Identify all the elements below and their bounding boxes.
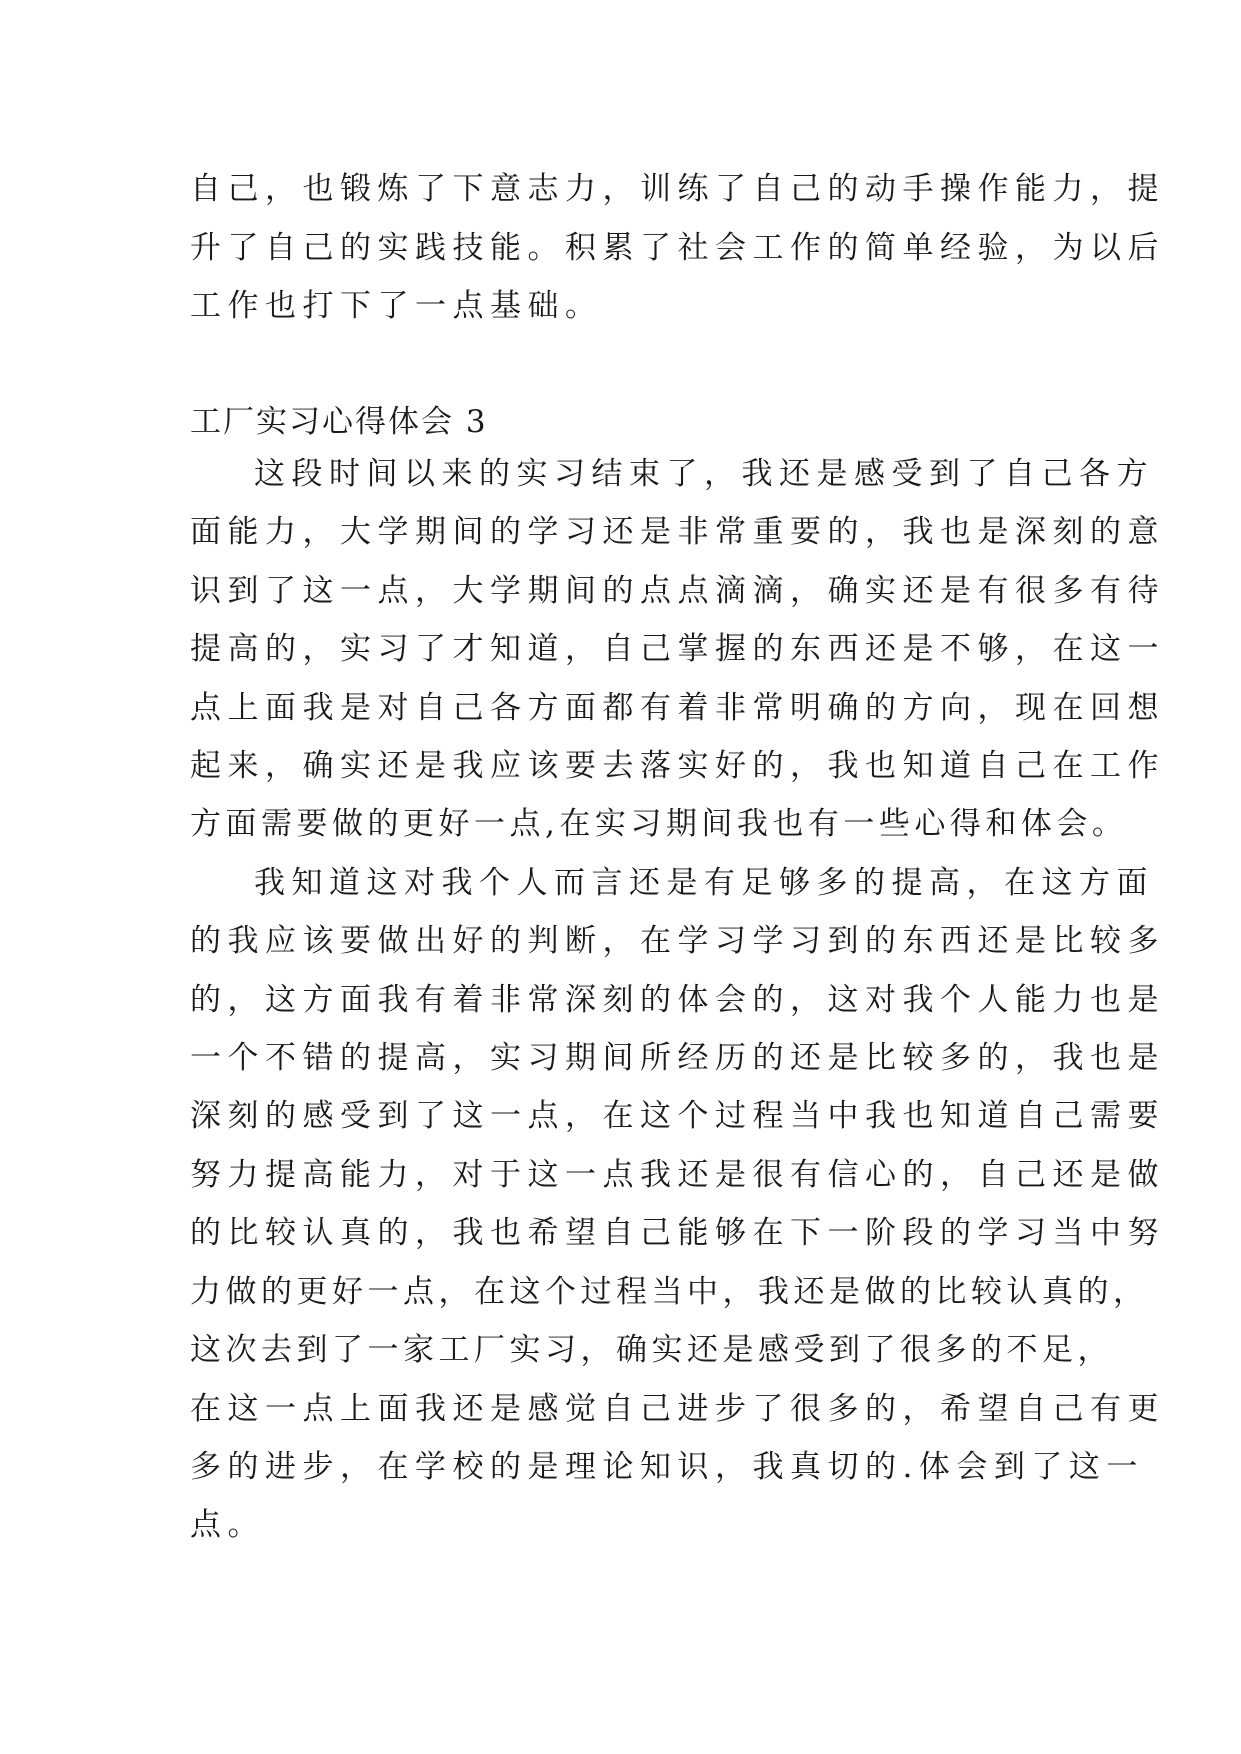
paragraph-line: 的我应该要做出好的判断，在学习学习到的东西还是比较多 [190, 923, 1165, 960]
paragraph-line: 的比较认真的，我也希望自己能够在下一阶段的学习当中努 [190, 1215, 1165, 1252]
paragraph-line: 我知道这对我个人而言还是有足够多的提高，在这方面 [254, 864, 1154, 901]
paragraph-2 [190, 854, 1165, 1555]
intro-line: 自己，也锻炼了下意志力，训练了自己的动手操作能力，提 [190, 171, 1165, 207]
paragraph-line: 面能力，大学期间的学习还是非常重要的，我也是深刻的意 [190, 514, 1165, 551]
paragraph-line: 多的进步，在学校的是理论知识，我真切的.体会到了这一 [190, 1448, 1144, 1485]
paragraph-line: 点上面我是对自己各方面都有着非常明确的方向，现在回想 [190, 689, 1165, 726]
intro-paragraph [190, 160, 1165, 336]
paragraph-line: 起来，确实还是我应该要去落实好的，我也知道自己在工作 [190, 748, 1165, 785]
paragraph-line: 一个不错的提高，实习期间所经历的还是比较多的，我也是 [190, 1040, 1165, 1077]
paragraph-line: 点。 [190, 1507, 265, 1544]
paragraph-line: 深刻的感受到了这一点，在这个过程当中我也知道自己需要 [190, 1098, 1165, 1135]
section-body [190, 445, 1165, 1555]
intro-line: 升了自己的实践技能。积累了社会工作的简单经验，为以后 [190, 229, 1165, 266]
paragraph-line: 力做的更好一点，在这个过程当中，我还是做的比较认真的， [190, 1273, 1149, 1310]
paragraph-1 [190, 445, 1165, 854]
paragraph-line: 的，这方面我有着非常深刻的体会的，这对我个人能力也是 [190, 981, 1165, 1018]
paragraph-line: 方面需要做的更好一点,在实习期间我也有一些心得和体会。 [190, 806, 1128, 843]
section-title: 工厂实习心得体会 3 [190, 404, 488, 440]
paragraph-line: 这次去到了一家工厂实习，确实还是感受到了很多的不足， [190, 1332, 1113, 1369]
intro-line: 工作也打下了一点基础。 [190, 288, 603, 324]
paragraph-line: 努力提高能力，对于这一点我还是很有信心的，自己还是做 [190, 1156, 1165, 1193]
paragraph-line: 识到了这一点，大学期间的点点滴滴，确实还是有很多有待 [190, 572, 1165, 609]
paragraph-line: 提高的，实习了才知道，自己掌握的东西还是不够，在这一 [190, 631, 1165, 668]
paragraph-line: 在这一点上面我还是感觉自己进步了很多的，希望自己有更 [190, 1390, 1165, 1427]
paragraph-line: 这段时间以来的实习结束了，我还是感受到了自己各方 [254, 456, 1154, 492]
